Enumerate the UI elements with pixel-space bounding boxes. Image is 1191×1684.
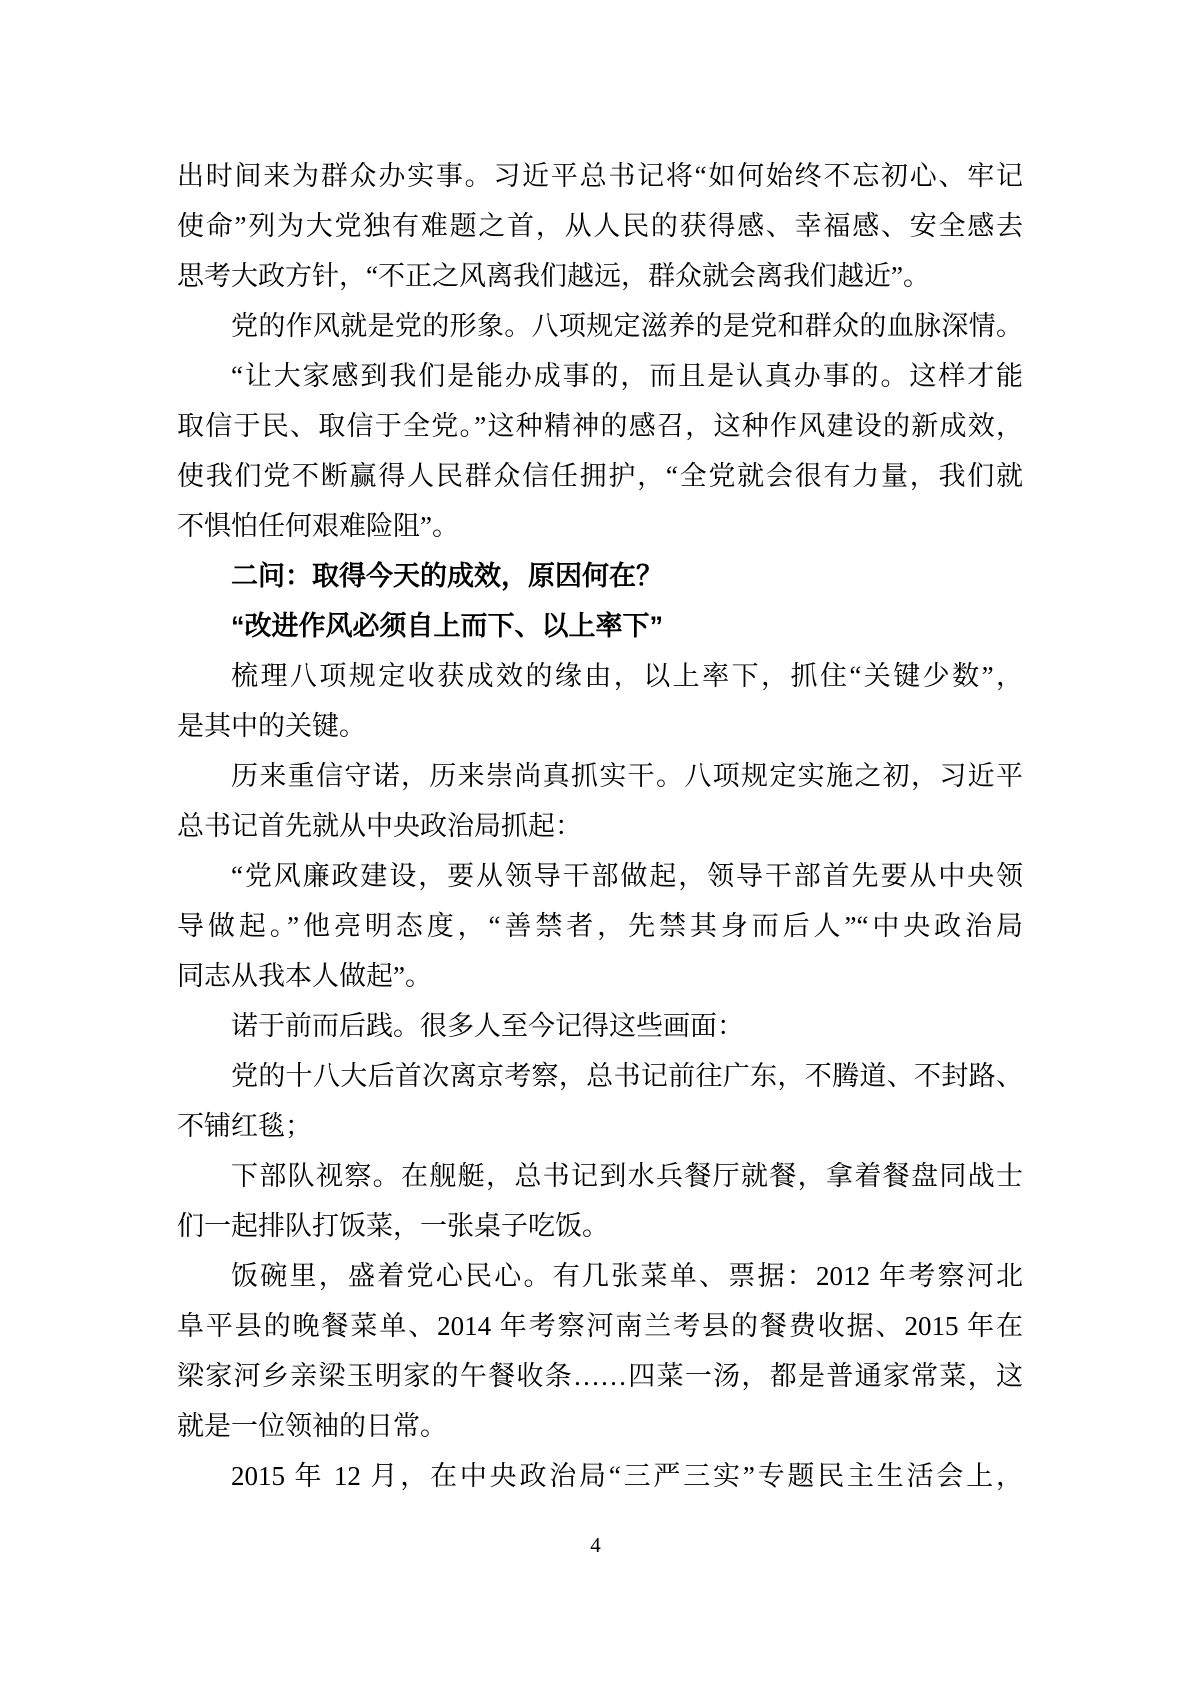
text-line: 阜平县的晚餐菜单、2014 年考察河南兰考县的餐费收据、2015 年在 bbox=[177, 1311, 1023, 1341]
text-line: 历来重信守诺，历来崇尚真抓实干。八项规定实施之初，习近平 bbox=[231, 761, 1023, 791]
text-line: 总书记首先就从中央政治局抓起： bbox=[177, 811, 582, 841]
text-line: 下部队视察。在舰艇，总书记到水兵餐厅就餐，拿着餐盘同战士 bbox=[231, 1161, 1023, 1191]
heading-line: “改进作风必须自上而下、以上率下” bbox=[231, 611, 663, 641]
text-line: 使命”列为大党独有难题之首，从人民的获得感、幸福感、安全感去 bbox=[177, 211, 1023, 241]
text-line: 饭碗里，盛着党心民心。有几张菜单、票据：2012 年考察河北 bbox=[231, 1261, 1023, 1291]
text-line: 出时间来为群众办实事。习近平总书记将“如何始终不忘初心、牢记 bbox=[177, 161, 1023, 191]
text-line: 党的十八大后首次离京考察，总书记前往广东，不腾道、不封路、 bbox=[231, 1061, 1023, 1091]
text-line: 不铺红毯； bbox=[177, 1111, 312, 1141]
text-line: 同志从我本人做起”。 bbox=[177, 961, 432, 991]
text-line: 诺于前而后践。很多人至今记得这些画面： bbox=[231, 1011, 744, 1041]
text-line: 们一起排队打饭菜，一张桌子吃饭。 bbox=[177, 1211, 609, 1241]
text-block bbox=[177, 151, 1023, 1501]
text-line: 思考大政方针，“不正之风离我们越远，群众就会离我们越近”。 bbox=[177, 261, 930, 291]
text-line: 不惧怕任何艰难险阻”。 bbox=[177, 511, 459, 541]
text-line: 2015 年 12 月，在中央政治局“三严三实”专题民主生活会上， bbox=[231, 1461, 1023, 1491]
text-line: 梁家河乡亲梁玉明家的午餐收条……四菜一汤，都是普通家常菜，这 bbox=[177, 1361, 1023, 1391]
text-line: 取信于民、取信于全党。”这种精神的感召，这种作风建设的新成效， bbox=[177, 411, 1023, 441]
text-line: 使我们党不断赢得人民群众信任拥护，“全党就会很有力量，我们就 bbox=[177, 461, 1023, 491]
text-line: 导做起。”他亮明态度，“善禁者，先禁其身而后人”“中央政治局 bbox=[177, 911, 1023, 941]
text-line: 梳理八项规定收获成效的缘由，以上率下，抓住“关键少数”， bbox=[231, 661, 1023, 691]
page-number: 4 bbox=[590, 1533, 601, 1557]
text-line: “让大家感到我们是能办成事的，而且是认真办事的。这样才能 bbox=[231, 361, 1023, 391]
text-line: “党风廉政建设，要从领导干部做起，领导干部首先要从中央领 bbox=[231, 861, 1023, 891]
text-line: 党的作风就是党的形象。八项规定滋养的是党和群众的血脉深情。 bbox=[231, 311, 1023, 341]
text-line: 是其中的关键。 bbox=[177, 711, 366, 741]
heading-line: 二问：取得今天的成效，原因何在？ bbox=[231, 561, 663, 591]
text-line: 就是一位领袖的日常。 bbox=[177, 1411, 447, 1441]
